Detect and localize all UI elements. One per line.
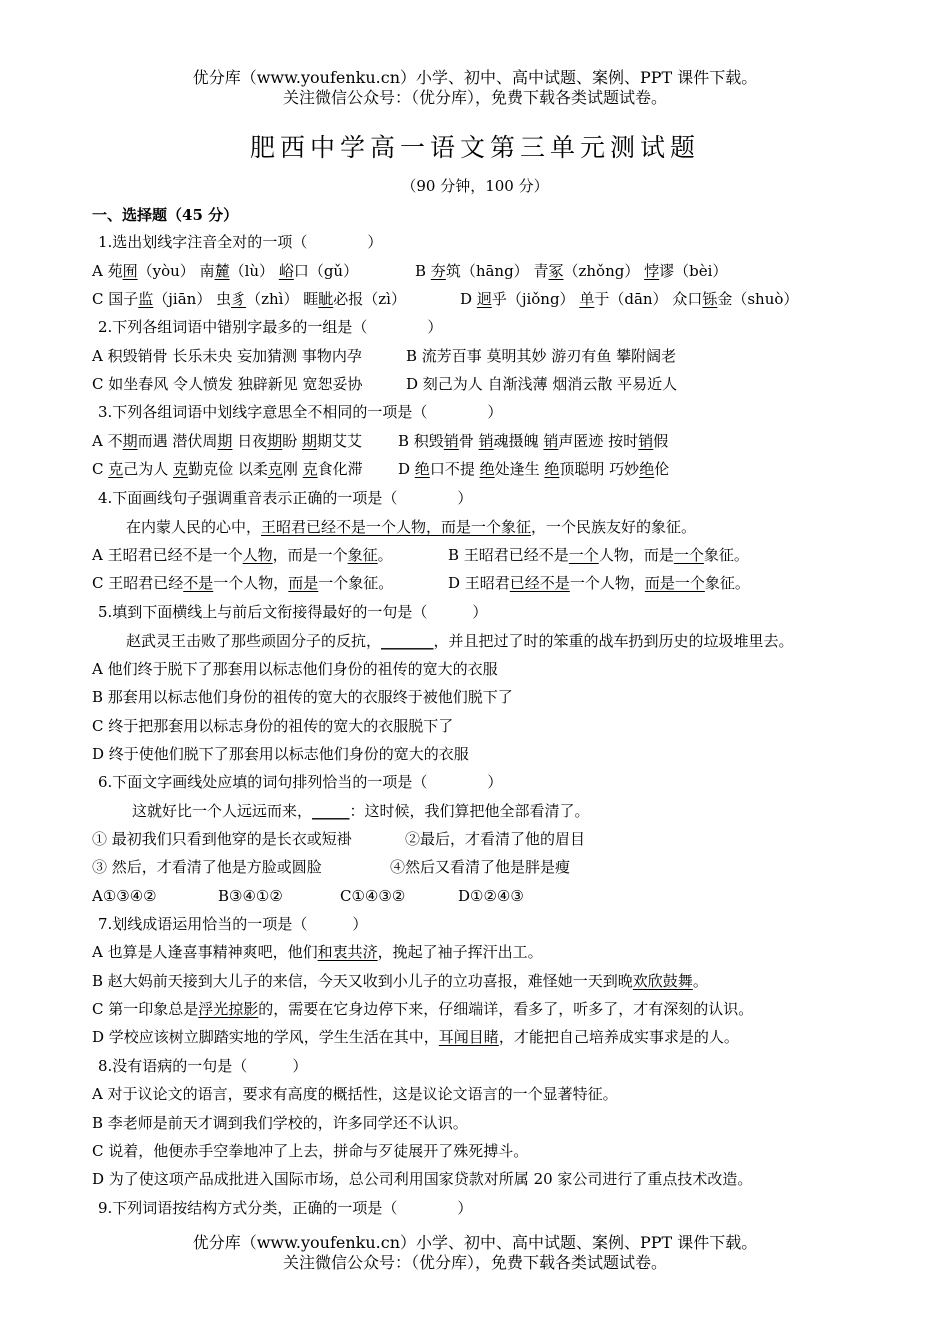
q7-option-d: D 学校应该树立脚踏实地的学风，学生生活在其中，耳闻目睹，才能把自己培养成实事求是的人。 xyxy=(92,1028,739,1046)
q1-option-c: C 国子监（jiān） 虫豸（zhì） 睚眦必报（zì） xyxy=(92,290,406,308)
q8-stem: 8.没有语病的一句是（ ） xyxy=(98,1057,308,1075)
q3-option-c: C 克己为人 克勤克俭 以柔克刚 克食化滞 xyxy=(92,460,363,478)
q9-stem: 9.下列词语按结构方式分类，正确的一项是（ ） xyxy=(98,1199,473,1217)
q1-option-d: D 迥乎（jiǒng） 单于（dān） 众口铄金（shuò） xyxy=(460,290,799,308)
q6-item-3: ③ 然后，才看清了他是方脸或圆脸 xyxy=(92,858,322,876)
q6-item-4: ④然后又看清了他是胖是瘦 xyxy=(390,858,571,876)
page-title: 肥西中学高一语文第三单元测试题 xyxy=(249,133,700,162)
q1-stem: 1.选出划线字注音全对的一项（ ） xyxy=(98,233,383,251)
q6-item-2: ②最后，才看清了他的眉目 xyxy=(405,830,586,848)
section-heading: 一、选择题（45 分） xyxy=(92,206,239,224)
q4-option-d: D 王昭君已经不是一个人物，而是一个象征。 xyxy=(448,574,750,592)
q2-option-b: B 流芳百事 莫明其妙 游刃有鱼 攀附阔老 xyxy=(406,347,677,365)
q3-stem: 3.下列各组词语中划线字意思全不相同的一项是（ ） xyxy=(98,403,503,421)
q2-option-a: A 积毁销骨 长乐未央 妄加猜测 事物内孕 xyxy=(92,347,362,365)
page-subtitle: （90 分钟，100 分） xyxy=(401,177,549,195)
q8-option-c: C 说着，他便赤手空拳地冲了上去，拼命与歹徒展开了殊死搏斗。 xyxy=(92,1142,529,1160)
q8-option-a: A 对于议论文的语言，要求有高度的概括性，这是议论文语言的一个显著特征。 xyxy=(92,1085,618,1103)
q8-option-d: D 为了使这项产品成批进入国际市场，总公司利用国家贷款对所属 20 家公司进行了重点技术改造。 xyxy=(92,1170,753,1188)
q2-option-d: D 刻己为人 自渐浅薄 烟消云散 平易近人 xyxy=(406,375,678,393)
header-line-1: 优分库（www.youfenku.cn）小学、初中、高中试题、案例、PPT 课件下载。 xyxy=(192,68,758,87)
q6-passage: 这就好比一个人远远而来，_____：这时候，我们算把他全部看清了。 xyxy=(132,802,590,820)
footer-line-2: 关注微信公众号：（优分库），免费下载各类试题试卷。 xyxy=(282,1253,667,1272)
q6-stem: 6.下面文字画线处应填的词句排列恰当的一项是（ ） xyxy=(98,773,503,791)
q1-option-a: A 苑囿（yòu） 南麓（lù） 峪口（gǔ） xyxy=(92,262,359,280)
q7-option-b: B 赵大妈前天接到大儿子的来信，今天又收到小儿子的立功喜报，难怪她一天到晚欢欣鼓舞。 xyxy=(92,972,708,990)
q2-option-c: C 如坐春风 令人愤发 独辟新见 宽恕妥协 xyxy=(92,375,363,393)
q7-option-c: C 第一印象总是浮光掠影的，需要在它身边停下来，仔细端详，看多了，听多了，才有深刻的认识。 xyxy=(92,1000,754,1018)
q6-option-a: A①③④② xyxy=(92,887,157,905)
q4-passage: 在内蒙人民的心中，王昭君已经不是一个人物，而是一个象征，一个民族友好的象征。 xyxy=(126,518,697,536)
q6-item-1: ① 最初我们只看到他穿的是长衣或短褂 xyxy=(92,830,352,848)
q5-option-c: C 终于把那套用以标志身份的祖传的宽大的衣服脱下了 xyxy=(92,717,454,735)
q1-option-b: B 夯筑（hāng） 青冢（zhǒng） 悖谬（bèi） xyxy=(415,262,728,280)
q5-stem: 5.填到下面横线上与前后文衔接得最好的一句是（ ） xyxy=(98,603,488,621)
q5-option-d: D 终于使他们脱下了那套用以标志他们身份的宽大的衣服 xyxy=(92,745,469,763)
q5-passage: 赵武灵王击败了那些顽固分子的反抗，_______，并且把过了时的笨重的战车扔到历史的垃圾堆里去。 xyxy=(126,632,794,650)
q5-option-b: B 那套用以标志他们身份的祖传的宽大的衣服终于被他们脱下了 xyxy=(92,688,513,706)
q3-option-d: D 绝口不提 绝处逢生 绝顶聪明 巧妙绝伦 xyxy=(398,460,670,478)
q6-option-d: D①②④③ xyxy=(458,887,524,905)
q2-stem: 2.下列各组词语中错别字最多的一组是（ ） xyxy=(98,318,443,336)
q6-option-c: C①④③② xyxy=(340,887,406,905)
q4-option-b: B 王昭君已经不是一个人物，而是一个象征。 xyxy=(448,546,749,564)
q8-option-b: B 李老师是前天才调到我们学校的，许多同学还不认识。 xyxy=(92,1114,468,1132)
q5-option-a: A 他们终于脱下了那套用以标志他们身份的祖传的宽大的衣服 xyxy=(92,660,498,678)
footer-line-1: 优分库（www.youfenku.cn）小学、初中、高中试题、案例、PPT 课件下载。 xyxy=(192,1233,758,1252)
header-line-2: 关注微信公众号：（优分库），免费下载各类试题试卷。 xyxy=(282,88,667,107)
q4-option-c: C 王昭君已经不是一个人物，而是一个象征。 xyxy=(92,574,394,592)
q7-stem: 7.划线成语运用恰当的一项是（ ） xyxy=(98,915,368,933)
q4-stem: 4.下面画线句子强调重音表示正确的一项是（ ） xyxy=(98,489,473,507)
q3-option-b: B 积毁销骨 销魂摄魄 销声匿迹 按时销假 xyxy=(398,432,669,450)
q4-option-a: A 王昭君已经不是一个人物，而是一个象征。 xyxy=(92,546,393,564)
q7-option-a: A 也算是人逢喜事精神爽吧，他们和衷共济，挽起了袖子挥汗出工。 xyxy=(92,943,543,961)
q6-option-b: B③④①② xyxy=(218,887,283,905)
q3-option-a: A 不期而遇 潜伏周期 日夜期盼 期期艾艾 xyxy=(92,432,363,450)
